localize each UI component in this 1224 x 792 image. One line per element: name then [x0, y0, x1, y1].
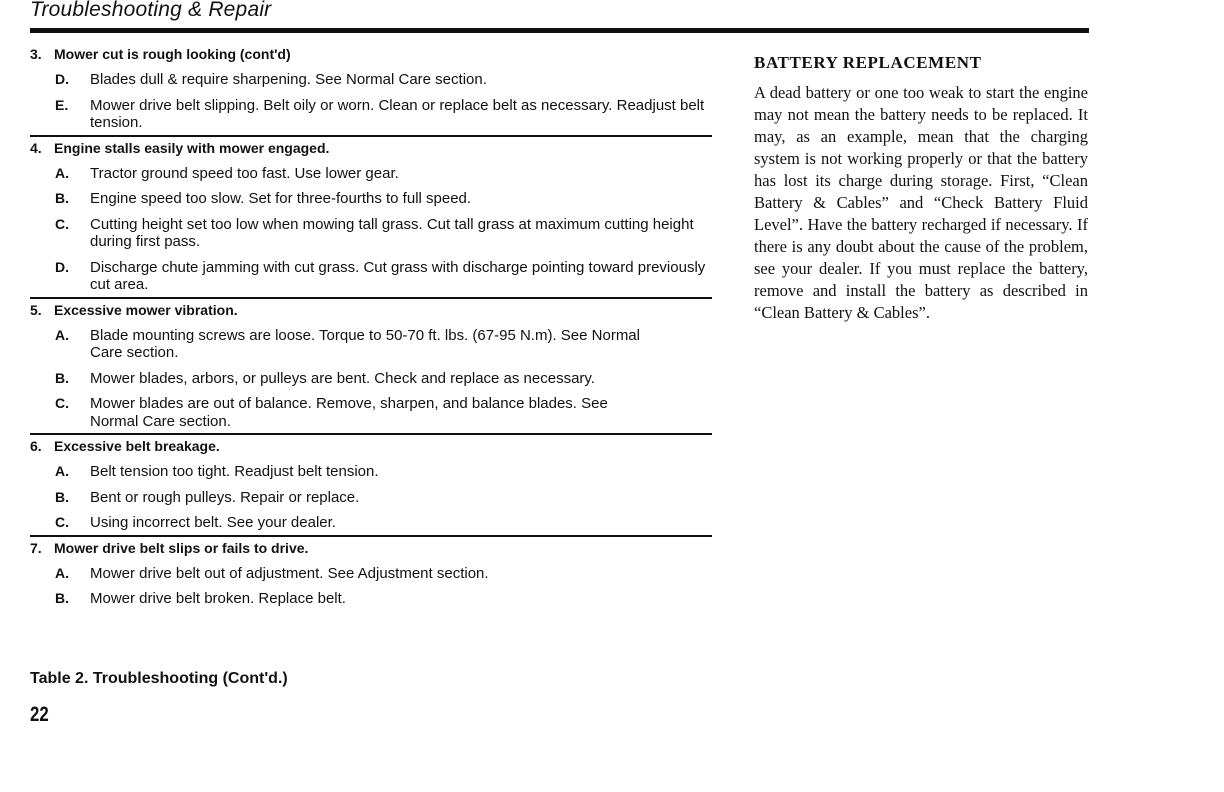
- remedy-letter: D.: [55, 258, 69, 275]
- battery-replacement-section: [754, 53, 1088, 324]
- remedy-letter: E.: [55, 96, 69, 113]
- remedy-text: Blades dull & require sharpening. See Normal Care section.: [90, 71, 487, 88]
- remedy-text: Belt tension too tight. Readjust belt tension.: [90, 463, 379, 480]
- battery-body: A dead battery or one too weak to start the engine may not mean the battery needs to be replaced. It may, as an example, mean that the charging system is not working properly or that the battery has lost its charge during storage. First, “Clean Battery & Cables” and “Check Battery Fluid Level”. Have the battery recharged if necessary. If there is any doubt about the cause of the problem, see your dealer. If you must replace the battery, remove and install the battery as described in “Clean Battery & Cables”.: [754, 83, 1088, 322]
- remedy-text: Using incorrect belt. See your dealer.: [90, 514, 336, 531]
- section-title: Excessive belt breakage.: [54, 438, 220, 454]
- remedy-item: [30, 489, 712, 507]
- section-title: Mower cut is rough looking (cont'd): [54, 46, 291, 62]
- remedy-text: Discharge chute jamming with cut grass. Cut grass with discharge pointing toward previously cut area.: [90, 258, 706, 293]
- section-heading: [30, 137, 712, 157]
- remedy-item: [30, 259, 712, 294]
- remedy-letter: A.: [55, 463, 69, 479]
- section-heading: [30, 40, 712, 63]
- remedy-text: Mower blades, arbors, or pulleys are bent. Check and replace as necessary.: [90, 369, 595, 387]
- section-heading: [30, 537, 712, 557]
- page-header-title: Troubleshooting & Repair: [30, 0, 272, 21]
- remedy-item: [30, 97, 712, 132]
- remedy-letter: C.: [55, 514, 69, 530]
- remedy-item: [30, 327, 712, 362]
- trouble-section-6: [30, 435, 712, 537]
- page-number: 22: [30, 703, 49, 726]
- remedy-text: Mower blades are out of balance. Remove, sharpen, and balance blades. See Normal Care section.: [90, 395, 608, 430]
- remedy-item: [30, 190, 712, 208]
- remedy-text: Engine speed too slow. Set for three-fourths to full speed.: [90, 190, 472, 207]
- remedy-text: Bent or rough pulleys. Repair or replace.: [90, 488, 360, 506]
- remedy-item: [30, 165, 712, 183]
- remedy-text: Tractor ground speed too fast. Use lower gear.: [90, 164, 399, 182]
- troubleshooting-table: [30, 40, 712, 608]
- remedy-item: [30, 395, 712, 430]
- section-title: Engine stalls easily with mower engaged.: [54, 139, 330, 156]
- section-number: 6.: [30, 438, 42, 454]
- remedy-letter: B.: [55, 488, 69, 505]
- remedy-text: Cutting height set too low when mowing tall grass. Cut tall grass at maximum cutting height during first pass.: [90, 215, 694, 250]
- section-number: 3.: [30, 46, 42, 62]
- remedy-letter: A.: [55, 564, 69, 581]
- remedy-letter: A.: [55, 326, 69, 343]
- trouble-section-7: [30, 537, 712, 608]
- remedy-item: [30, 216, 712, 251]
- remedy-item: [30, 370, 712, 388]
- battery-heading: BATTERY REPLACEMENT: [754, 53, 982, 72]
- remedy-item: [30, 565, 712, 583]
- remedy-letter: D.: [55, 71, 69, 87]
- remedy-letter: B.: [55, 190, 69, 206]
- remedy-letter: C.: [55, 395, 69, 411]
- remedy-letter: A.: [55, 164, 69, 181]
- section-heading: [30, 435, 712, 455]
- remedy-text: Blade mounting screws are loose. Torque to 50-70 ft. lbs. (67-95 N.m). See Normal Care section.: [90, 326, 640, 361]
- remedy-item: [30, 590, 712, 608]
- remedy-text: Mower drive belt broken. Replace belt.: [90, 590, 346, 607]
- section-number: 4.: [30, 139, 42, 156]
- section-heading: [30, 299, 712, 319]
- section-number: 7.: [30, 539, 42, 556]
- header-rule: [30, 28, 1089, 33]
- remedy-item: [30, 71, 712, 89]
- remedy-item: [30, 514, 712, 532]
- remedy-text: Mower drive belt out of adjustment. See Adjustment section.: [90, 564, 489, 582]
- table-caption: Table 2. Troubleshooting (Cont'd.): [30, 670, 288, 687]
- remedy-item: [30, 463, 712, 481]
- section-number: 5.: [30, 301, 42, 318]
- remedy-letter: B.: [55, 590, 69, 606]
- remedy-text: Mower drive belt slipping. Belt oily or worn. Clean or replace belt as necessary. Readjust belt tension.: [90, 96, 705, 131]
- trouble-section-5: [30, 299, 712, 436]
- remedy-letter: C.: [55, 215, 69, 232]
- trouble-section-3: [30, 40, 712, 137]
- remedy-letter: B.: [55, 369, 69, 386]
- section-title: Excessive mower vibration.: [54, 301, 238, 318]
- section-title: Mower drive belt slips or fails to drive.: [54, 539, 309, 556]
- trouble-section-4: [30, 137, 712, 299]
